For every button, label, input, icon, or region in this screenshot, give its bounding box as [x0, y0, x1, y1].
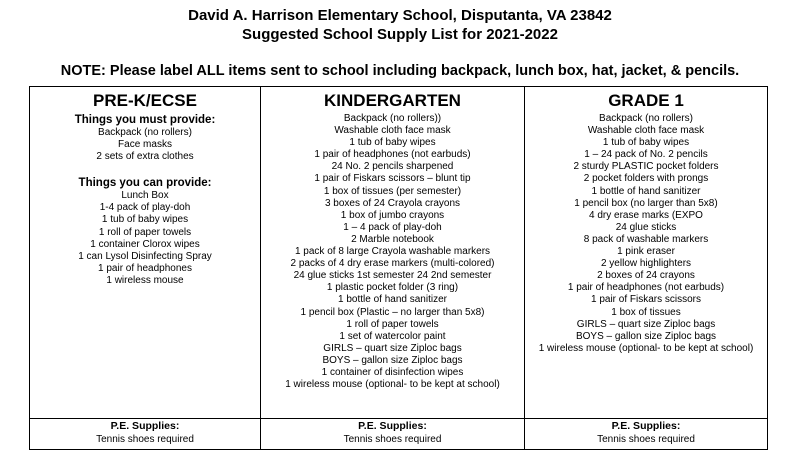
- pe-title: P.E. Supplies:: [611, 420, 681, 432]
- supply-item: 1 – 4 pack of play-doh: [343, 221, 442, 233]
- supply-item: 1 container Clorox wipes: [90, 238, 200, 250]
- supply-item: 1 tub of baby wipes: [602, 137, 690, 149]
- supply-list-row: [30, 87, 768, 419]
- prek-must-list: [30, 127, 260, 163]
- pe-requirement: Tennis shoes required: [96, 434, 194, 445]
- prek-must-heading: Things you must provide:: [74, 114, 216, 126]
- supply-item: Lunch Box: [121, 190, 169, 202]
- supply-item: 1 pair of headphones: [98, 262, 192, 274]
- grade1-list: [525, 113, 767, 355]
- supply-item: BOYS – gallon size Ziploc bags: [575, 330, 717, 342]
- supply-item: Washable cloth face mask: [334, 125, 451, 137]
- supply-item: 1 roll of paper towels: [98, 226, 192, 238]
- supply-item: Backpack (no rollers): [98, 127, 192, 138]
- pe-supplies-row: [30, 419, 768, 450]
- pe-title: P.E. Supplies:: [110, 420, 180, 432]
- supply-item: 2 sets of extra clothes: [96, 151, 194, 163]
- supply-item: 1 wireless mouse (optional- to be kept at school): [538, 342, 754, 354]
- supply-item: Washable cloth face mask: [587, 125, 705, 137]
- supply-item: Backpack (no rollers): [599, 113, 693, 124]
- supply-item: 1 pair of headphones (not earbuds): [567, 282, 725, 294]
- supply-item: Face masks: [118, 139, 172, 151]
- label-note: NOTE: Please label ALL items sent to school including backpack, lunch box, hat, jacket, & pencils.: [60, 63, 740, 79]
- supply-item: 4 dry erase marks (EXPO: [589, 209, 703, 221]
- supply-item: Backpack (no rollers)): [343, 113, 442, 124]
- supply-item: GIRLS – quart size Ziploc bags: [323, 342, 462, 354]
- pe-requirement: Tennis shoes required: [343, 434, 442, 445]
- supply-item: 1 plastic pocket folder (3 ring): [326, 282, 459, 294]
- supply-item: 24 glue sticks 1st semester 24 2nd semester: [293, 270, 492, 282]
- supply-item: 1 wireless mouse (optional- to be kept at school): [285, 379, 500, 391]
- supply-item: BOYS – gallon size Ziploc bags: [322, 354, 463, 366]
- supply-item: 1 box of jumbo crayons: [340, 209, 445, 221]
- supply-item: 2 yellow highlighters: [600, 258, 692, 270]
- supply-item: 2 packs of 4 dry erase markers (multi-colored): [290, 258, 495, 270]
- kindergarten-column: [261, 87, 525, 419]
- supply-item: 2 pocket folders with prongs: [583, 173, 709, 185]
- pe-requirement: Tennis shoes required: [597, 434, 695, 445]
- prek-can-heading: Things you can provide:: [78, 177, 212, 190]
- supply-item: 1 bottle of hand sanitizer: [591, 185, 701, 197]
- supply-item: 1 tub of baby wipes: [101, 214, 189, 226]
- supply-item: 1 pair of headphones (not earbuds): [314, 149, 471, 161]
- prek-title: PRE-K/ECSE: [93, 91, 197, 110]
- grade1-title: GRADE 1: [608, 91, 684, 110]
- supply-item: 1 pair of Fiskars scissors – blunt tip: [314, 173, 471, 185]
- supply-item: 1 set of watercolor paint: [339, 330, 446, 342]
- supply-item: 1 – 24 pack of No. 2 pencils: [584, 149, 708, 161]
- supply-item: 1 pair of Fiskars scissors: [590, 294, 702, 306]
- supply-item: 2 boxes of 24 crayons: [597, 270, 695, 282]
- supply-item: 1 pencil box (no larger than 5x8): [574, 197, 718, 209]
- supply-item: 1-4 pack of play-doh: [99, 202, 191, 214]
- supply-item: 24 glue sticks: [615, 221, 677, 233]
- list-subtitle: Suggested School Supply List for 2021-2022: [242, 26, 558, 43]
- prek-can-list: [30, 190, 260, 287]
- supply-item: 2 Marble notebook: [351, 233, 434, 245]
- kindergarten-title: KINDERGARTEN: [324, 91, 461, 110]
- supply-item: 1 roll of paper towels: [346, 318, 439, 330]
- prek-column: [30, 87, 261, 419]
- document-header: [0, 6, 800, 44]
- grade1-column: [525, 87, 768, 419]
- supply-item: 1 box of tissues (per semester): [323, 185, 462, 197]
- supply-item: 1 can Lysol Disinfecting Spray: [78, 250, 212, 262]
- supply-item: 1 tub of baby wipes: [349, 137, 436, 149]
- supply-item: 1 bottle of hand sanitizer: [338, 294, 447, 306]
- supply-item: 3 boxes of 24 Crayola crayons: [324, 197, 461, 209]
- supply-item: 2 sturdy PLASTIC pocket folders: [573, 161, 719, 173]
- supply-item: 1 box of tissues: [611, 306, 681, 318]
- supply-item: GIRLS – quart size Ziploc bags: [576, 318, 716, 330]
- supply-item: 8 pack of washable markers: [583, 233, 709, 245]
- supply-item: 1 container of disinfection wipes: [321, 366, 464, 378]
- kindergarten-list: [261, 113, 524, 391]
- kindergarten-pe-cell: [261, 419, 525, 450]
- school-name: David A. Harrison Elementary School, Disputanta, VA 23842: [188, 7, 612, 24]
- supply-item: 1 pack of 8 large Crayola washable markers: [294, 246, 491, 258]
- prek-pe-cell: [30, 419, 261, 450]
- supply-item: 1 pencil box (Plastic – no larger than 5x8): [300, 306, 485, 318]
- supply-table: [29, 86, 768, 450]
- pe-title: P.E. Supplies:: [358, 420, 427, 432]
- supply-item: 1 pink eraser: [617, 246, 675, 258]
- supply-item: 24 No. 2 pencils sharpened: [331, 161, 454, 173]
- supply-item: 1 wireless mouse: [106, 274, 184, 286]
- grade1-pe-cell: [525, 419, 768, 450]
